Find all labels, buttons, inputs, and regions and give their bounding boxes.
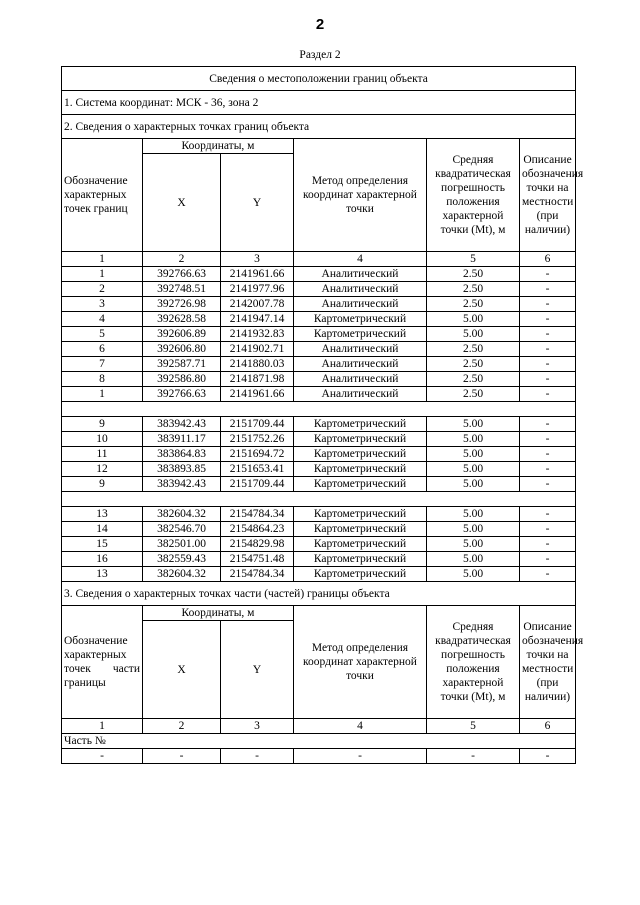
error-value: 5.00 [427, 522, 520, 537]
table-row [62, 447, 576, 462]
method: Аналитический [294, 387, 427, 402]
coord-y: 2141871.98 [221, 372, 294, 387]
coord-x: 382501.00 [143, 537, 221, 552]
coord-y: 2154864.23 [221, 522, 294, 537]
point-id: 10 [62, 432, 143, 447]
point-id: 2 [62, 282, 143, 297]
coord-x: 383893.85 [143, 462, 221, 477]
error-value: 5.00 [427, 462, 520, 477]
description: - [520, 462, 576, 477]
point-id: 14 [62, 522, 143, 537]
coord-x: 392766.63 [143, 267, 221, 282]
description: - [520, 297, 576, 312]
coord-y: 2154784.34 [221, 567, 294, 582]
col-number: 3 [221, 252, 294, 267]
group-separator [62, 402, 576, 417]
part3-title: 3. Сведения о характерных точках части (частей) границы объекта [62, 582, 576, 606]
col-number: 4 [294, 252, 427, 267]
part-cell: - [520, 749, 576, 764]
col-number: 2 [143, 252, 221, 267]
description: - [520, 447, 576, 462]
coord-y: 2151709.44 [221, 417, 294, 432]
error-value: 5.00 [427, 417, 520, 432]
coord-x: 383864.83 [143, 447, 221, 462]
description: - [520, 567, 576, 582]
part-cell: - [221, 749, 294, 764]
boundaries-table [61, 66, 584, 764]
point-id: 9 [62, 417, 143, 432]
method: Аналитический [294, 297, 427, 312]
coord-x: 383942.43 [143, 477, 221, 492]
table-row [62, 507, 576, 522]
header-x: X [143, 154, 221, 252]
header-description: Описание обозначения точки на местности (при наличии) [520, 139, 576, 252]
error-value: 5.00 [427, 477, 520, 492]
table-row [62, 372, 576, 387]
point-id: 8 [62, 372, 143, 387]
error-value: 5.00 [427, 537, 520, 552]
method: Картометрический [294, 417, 427, 432]
description: - [520, 552, 576, 567]
point-id: 5 [62, 327, 143, 342]
method: Картометрический [294, 477, 427, 492]
method: Картометрический [294, 462, 427, 477]
coord-y: 2141880.03 [221, 357, 294, 372]
coord-y: 2141932.83 [221, 327, 294, 342]
coord-x: 392587.71 [143, 357, 221, 372]
part3-header-row-1 [62, 606, 576, 621]
point-id: 7 [62, 357, 143, 372]
error-value: 2.50 [427, 282, 520, 297]
coord-y: 2151653.41 [221, 462, 294, 477]
table-title: Сведения о местоположении границ объекта [62, 67, 576, 91]
part3-column-numbers-row [62, 719, 576, 734]
part-cell: - [427, 749, 520, 764]
error-value: 5.00 [427, 432, 520, 447]
error-value: 5.00 [427, 312, 520, 327]
table-row [62, 537, 576, 552]
part2-title-row [62, 115, 576, 139]
part3-designation-text: Обозначение характерных точек части границы [64, 635, 140, 689]
table-row [62, 567, 576, 582]
coord-x: 382559.43 [143, 552, 221, 567]
coord-y: 2141902.71 [221, 342, 294, 357]
table-row [62, 477, 576, 492]
coord-y: 2141947.14 [221, 312, 294, 327]
table-row [62, 462, 576, 477]
table-row [62, 342, 576, 357]
coord-y: 2151752.26 [221, 432, 294, 447]
part3-header-y: Y [221, 621, 294, 719]
coord-x: 392606.80 [143, 342, 221, 357]
column-numbers-row [62, 252, 576, 267]
description: - [520, 282, 576, 297]
group-separator [62, 492, 576, 507]
part3-header-error: Средняя квадратическая погрешность положения характерной точки (Mt), м [427, 606, 520, 719]
point-id: 12 [62, 462, 143, 477]
method: Картометрический [294, 567, 427, 582]
table-row [62, 357, 576, 372]
error-value: 5.00 [427, 552, 520, 567]
part-cell: - [294, 749, 427, 764]
table-row [62, 312, 576, 327]
table-row [62, 282, 576, 297]
table-row [62, 297, 576, 312]
col-number: 1 [62, 252, 143, 267]
page-number: 2 [315, 16, 325, 33]
header-error: Средняя квадратическая погрешность положения характерной точки (Mt), м [427, 139, 520, 252]
coord-x: 382546.70 [143, 522, 221, 537]
point-id: 13 [62, 507, 143, 522]
coord-y: 2154751.48 [221, 552, 294, 567]
point-id: 1 [62, 387, 143, 402]
col-number: 6 [520, 252, 576, 267]
method: Аналитический [294, 372, 427, 387]
header-designation: Обозначение характерных точек границ [62, 139, 143, 252]
table-row [62, 387, 576, 402]
coord-x: 382604.32 [143, 507, 221, 522]
table-row [62, 432, 576, 447]
description: - [520, 327, 576, 342]
description: - [520, 342, 576, 357]
error-value: 2.50 [427, 297, 520, 312]
point-id: 16 [62, 552, 143, 567]
error-value: 5.00 [427, 447, 520, 462]
description: - [520, 477, 576, 492]
method: Картометрический [294, 522, 427, 537]
table-row [62, 327, 576, 342]
table-row [62, 417, 576, 432]
col-number: 5 [427, 252, 520, 267]
method: Аналитический [294, 267, 427, 282]
description: - [520, 312, 576, 327]
coord-y: 2154784.34 [221, 507, 294, 522]
method: Картометрический [294, 507, 427, 522]
coord-x: 392628.58 [143, 312, 221, 327]
coord-y: 2151709.44 [221, 477, 294, 492]
coord-y: 2141961.66 [221, 387, 294, 402]
point-id: 3 [62, 297, 143, 312]
method: Аналитический [294, 342, 427, 357]
description: - [520, 372, 576, 387]
error-value: 2.50 [427, 342, 520, 357]
table-title-row [62, 67, 576, 91]
method: Картометрический [294, 312, 427, 327]
coord-y: 2151694.72 [221, 447, 294, 462]
description: - [520, 507, 576, 522]
part3-header-description: Описание обозначения точки на местности (при наличии) [520, 606, 576, 719]
coord-x: 392766.63 [143, 387, 221, 402]
method: Аналитический [294, 357, 427, 372]
coord-x: 383911.17 [143, 432, 221, 447]
part-label: Часть № [62, 734, 576, 749]
part3-title-row [62, 582, 576, 606]
coord-x: 392586.80 [143, 372, 221, 387]
method: Аналитический [294, 282, 427, 297]
section-label: Раздел 2 [299, 49, 341, 61]
error-value: 5.00 [427, 327, 520, 342]
point-id: 6 [62, 342, 143, 357]
error-value: 2.50 [427, 372, 520, 387]
coord-x: 392606.89 [143, 327, 221, 342]
point-id: 15 [62, 537, 143, 552]
col-number: 6 [520, 719, 576, 734]
part-data-row [62, 749, 576, 764]
part-cell: - [143, 749, 221, 764]
point-id: 4 [62, 312, 143, 327]
coord-system: 1. Система координат: МСК - 36, зона 2 [62, 91, 576, 115]
coord-y: 2141961.66 [221, 267, 294, 282]
col-number: 5 [427, 719, 520, 734]
col-number: 4 [294, 719, 427, 734]
error-value: 5.00 [427, 507, 520, 522]
description: - [520, 432, 576, 447]
description: - [520, 387, 576, 402]
group-separator-row [62, 402, 576, 417]
part3-header-method: Метод определения координат характерной точки [294, 606, 427, 719]
description: - [520, 522, 576, 537]
col-number: 3 [221, 719, 294, 734]
coord-x: 392748.51 [143, 282, 221, 297]
part-cell: - [62, 749, 143, 764]
point-id: 9 [62, 477, 143, 492]
error-value: 2.50 [427, 387, 520, 402]
header-method: Метод определения координат характерной точки [294, 139, 427, 252]
method: Картометрический [294, 537, 427, 552]
table-row [62, 522, 576, 537]
table-row [62, 552, 576, 567]
coord-y: 2141977.96 [221, 282, 294, 297]
point-id: 13 [62, 567, 143, 582]
group-separator-row [62, 492, 576, 507]
error-value: 2.50 [427, 357, 520, 372]
coord-system-row [62, 91, 576, 115]
coord-x: 383942.43 [143, 417, 221, 432]
point-id: 11 [62, 447, 143, 462]
method: Картометрический [294, 552, 427, 567]
method: Картометрический [294, 327, 427, 342]
header-coords: Координаты, м [143, 139, 294, 154]
header-row-1 [62, 139, 576, 154]
part2-title: 2. Сведения о характерных точках границ объекта [62, 115, 576, 139]
coord-x: 392726.98 [143, 297, 221, 312]
part3-header-coords: Координаты, м [143, 606, 294, 621]
description: - [520, 417, 576, 432]
method: Картометрический [294, 447, 427, 462]
coord-y: 2154829.98 [221, 537, 294, 552]
method: Картометрический [294, 432, 427, 447]
part3-header-designation [62, 606, 143, 719]
part-number-row [62, 734, 576, 749]
error-value: 5.00 [427, 567, 520, 582]
col-number: 1 [62, 719, 143, 734]
coord-y: 2142007.78 [221, 297, 294, 312]
description: - [520, 267, 576, 282]
part3-header-x: X [143, 621, 221, 719]
description: - [520, 357, 576, 372]
coord-x: 382604.32 [143, 567, 221, 582]
description: - [520, 537, 576, 552]
error-value: 2.50 [427, 267, 520, 282]
header-y: Y [221, 154, 294, 252]
table-row [62, 267, 576, 282]
col-number: 2 [143, 719, 221, 734]
point-id: 1 [62, 267, 143, 282]
